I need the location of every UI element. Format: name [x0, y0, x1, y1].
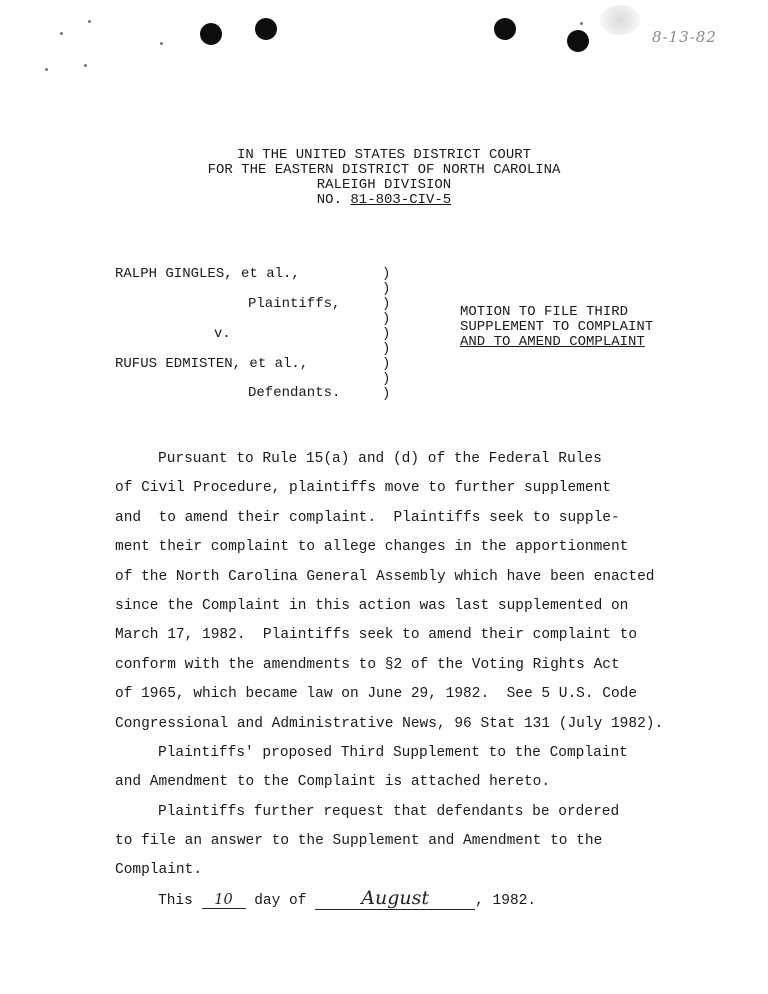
paren: ) [382, 311, 391, 327]
scan-smudge [600, 5, 640, 35]
paren: ) [382, 386, 391, 402]
defendant-role: Defendants. [248, 385, 341, 401]
date-this: This [158, 893, 202, 909]
motion-title [460, 305, 653, 350]
paren: ) [382, 356, 391, 372]
versus: v. [214, 326, 231, 342]
body-line: Congressional and Administrative News, 96 Stat 131 (July 1982). [115, 715, 664, 732]
body-line: March 17, 1982. Plaintiffs seek to amend their complaint to [115, 627, 638, 644]
scan-speck [84, 64, 87, 67]
motion-title-line: MOTION TO FILE THIRD [460, 304, 629, 320]
body-line: Plaintiffs further request that defendants be ordered [158, 803, 620, 820]
day-field: 10 [202, 892, 246, 909]
punch-hole [255, 18, 277, 40]
paren: ) [382, 371, 391, 387]
court-district: FOR THE EASTERN DISTRICT OF NORTH CAROLINA [207, 162, 561, 178]
motion-title-line: AND TO AMEND COMPLAINT [460, 334, 645, 350]
motion-title-line: SUPPLEMENT TO COMPLAINT [460, 319, 654, 335]
body-line: of Civil Procedure, plaintiffs move to further supplement [115, 480, 611, 497]
body-line: Pursuant to Rule 15(a) and (d) of the Federal Rules [158, 451, 602, 467]
body-line: Complaint. [115, 862, 203, 879]
body-line: of 1965, which became law on June 29, 1982. See 5 U.S. Code [115, 686, 638, 703]
paren: ) [382, 341, 391, 357]
punch-hole [200, 23, 222, 45]
case-number-line [0, 193, 768, 208]
plaintiff-name: RALPH GINGLES, et al., [115, 266, 300, 282]
date-year: , 1982. [475, 893, 537, 909]
body-line: ment their complaint to allege changes in the apportionment [115, 539, 629, 556]
defendant-name: RUFUS EDMISTEN, et al., [115, 356, 309, 372]
body-line: and to amend their complaint. Plaintiffs seek to supple- [115, 509, 620, 526]
scan-speck [160, 42, 163, 45]
body-line: to file an answer to the Supplement and Amendment to the [115, 833, 603, 850]
body-line: and Amendment to the Complaint is attached hereto. [115, 774, 551, 791]
court-name: IN THE UNITED STATES DISTRICT COURT [236, 147, 532, 163]
body-line: of the North Carolina General Assembly which have been enacted [115, 568, 655, 585]
paren: ) [382, 296, 391, 312]
scan-speck [60, 32, 63, 35]
scan-speck [580, 22, 583, 25]
case-number: 81-803-CIV-5 [350, 192, 452, 208]
handwritten-date-mark: 8-13-82 [652, 28, 717, 46]
scan-speck [88, 20, 91, 23]
punch-hole [567, 30, 589, 52]
case-number-prefix: NO. [316, 192, 351, 208]
body-line: Plaintiffs' proposed Third Supplement to the Complaint [158, 744, 628, 761]
date-day-of: day of [245, 893, 316, 909]
body-line: conform with the amendments to §2 of the Voting Rights Act [115, 656, 620, 673]
punch-hole [494, 18, 516, 40]
court-division: RALEIGH DIVISION [316, 177, 452, 193]
paren: ) [382, 326, 391, 342]
paren: ) [382, 281, 391, 297]
court-caption [0, 148, 768, 208]
date-line [158, 887, 536, 910]
scan-speck [45, 68, 48, 71]
caption-parentheses [382, 267, 390, 402]
motion-body [115, 445, 715, 886]
paren: ) [382, 266, 391, 282]
body-line: since the Complaint in this action was last supplemented on [115, 597, 629, 614]
month-field: August [315, 887, 475, 910]
plaintiff-role: Plaintiffs, [248, 296, 341, 312]
